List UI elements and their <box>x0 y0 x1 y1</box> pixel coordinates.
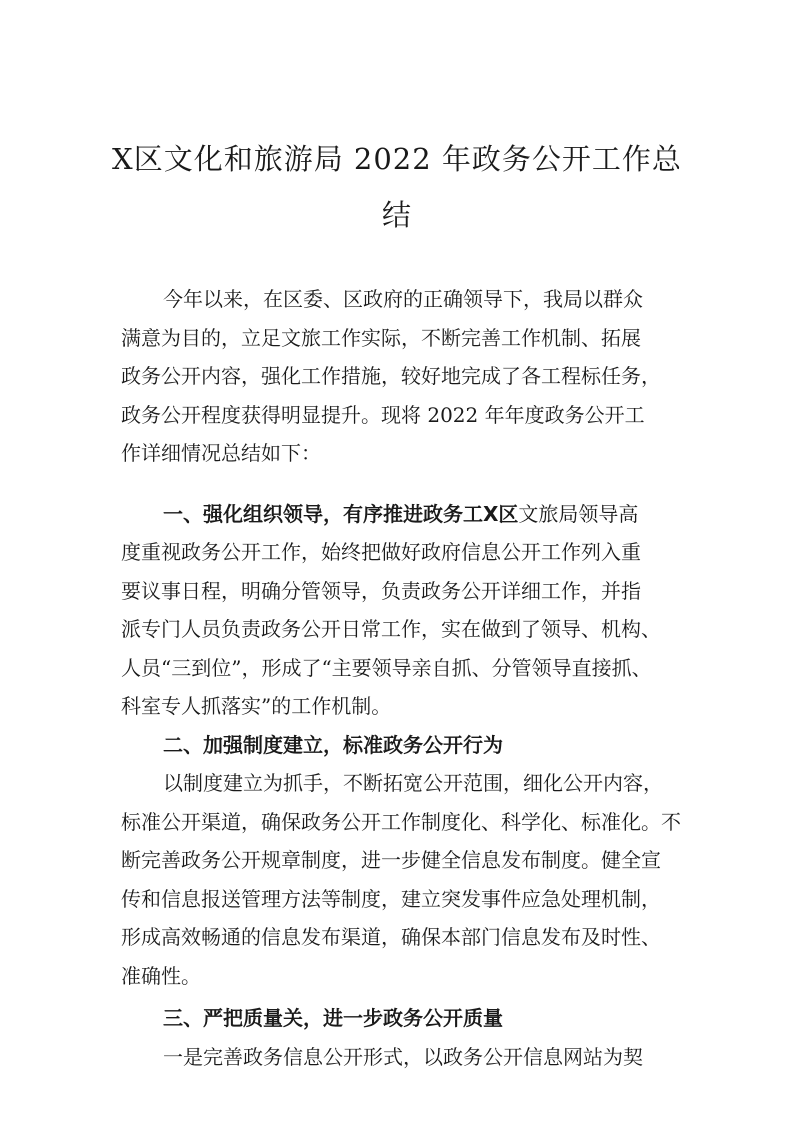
paragraph-line: 政务公开程度获得明显提升。现将 2022 年年度政务公开工 <box>121 402 645 427</box>
paragraph-line: 派专门人员负责政务公开日常工作，实在做到了领导、机构、 <box>121 617 661 641</box>
paragraph-line: 形成高效畅通的信息发布渠道，确保本部门信息发布及时性、 <box>121 925 661 949</box>
section-1-first-line <box>121 495 699 534</box>
section-1-heading-rest: 文旅局领导高 <box>518 501 639 526</box>
paragraph-line: 政务公开内容，强化工作措施，较好地完成了各工程标任务， <box>121 364 661 388</box>
section-2-heading: 二、加强制度建立，标准政务公开行为 <box>163 732 503 757</box>
paragraph-spacer <box>121 473 699 495</box>
paragraph-line: 以制度建立为抓手，不断拓宽公开范围，细化公开内容， <box>163 771 663 795</box>
document-title-line-2: 结 <box>381 198 412 232</box>
intro-paragraph <box>121 280 699 473</box>
paragraph-line: 一是完善政务信息公开形式，以政务公开信息网站为契 <box>163 1044 643 1069</box>
paragraph-line: 满意为目的，立足文旅工作实际，不断完善工作机制、拓展 <box>121 325 641 350</box>
section-3-heading: 三、严把质量关，进一步政务公开质量 <box>163 1006 503 1030</box>
paragraph-line: 断完善政务公开规章制度，进一步健全信息发布制度。健全宣 <box>121 848 661 872</box>
paragraph-line: 要议事日程，明确分管领导，负责政务公开详细工作，并指 <box>121 578 641 603</box>
paragraph-line: 标准公开渠道，确保政务公开工作制度化、科学化、标准化。不 <box>121 809 681 834</box>
section-1-heading: 一、强化组织领导，有序推进政务工X区 <box>163 501 519 526</box>
document-title-line-1: X区文化和旅游局 2022 年政务公开工作总 <box>112 142 682 176</box>
section-3 <box>121 999 699 1076</box>
document-body <box>121 280 699 1076</box>
paragraph-line: 人员“三到位”，形成了“主要领导亲自抓、分管领导直接抓、 <box>121 655 652 680</box>
paragraph-line: 今年以来，在区委、区政府的正确领导下，我局以群众 <box>163 287 643 311</box>
section-1 <box>121 495 699 726</box>
paragraph-line: 准确性。 <box>121 963 201 988</box>
section-2 <box>121 726 699 996</box>
paragraph-line: 科室专人抓落实”的工作机制。 <box>121 694 392 718</box>
paragraph-line: 度重视政务公开工作，始终把做好政府信息公开工作列入重 <box>121 540 641 564</box>
paragraph-line: 作详细情况总结如下： <box>121 441 321 465</box>
paragraph-line: 传和信息报送管理方法等制度，建立突发事件应急处理机制， <box>121 886 661 911</box>
